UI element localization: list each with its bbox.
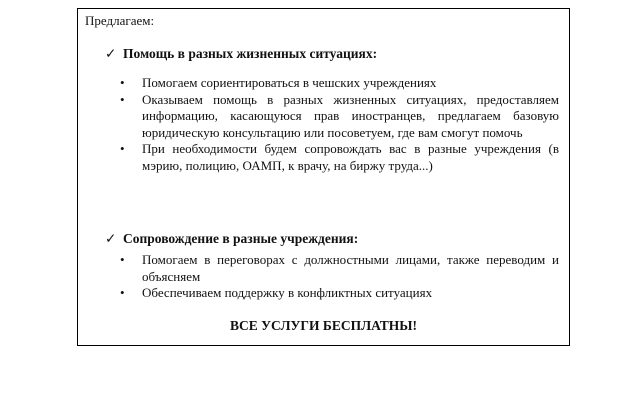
checkmark-icon: ✓ (105, 231, 117, 246)
list-item (118, 75, 559, 92)
bullet-icon: • (120, 285, 125, 300)
section-title-text: Сопровождение в разные учреждения: (123, 231, 359, 246)
section-title-accompaniment (105, 231, 358, 247)
section-title-text: Помощь в разных жизненных ситуациях: (123, 46, 378, 61)
list-item-text: Оказываем помощь в разных жизненных ситуациях, предоставляем информацию, касающуюся прав иностранцев, предлагаем базовую юридическую консультацию или посоветуем, где вам смогут помочь (142, 91, 559, 140)
section-title-life-situations (105, 46, 377, 62)
list-item (118, 252, 559, 285)
checkmark-icon: ✓ (105, 46, 117, 61)
bullet-icon: • (120, 75, 125, 90)
list-item-text: При необходимости будем сопровождать вас в разные учреждения (в мэрию, полицию, ОАМП, к врачу, на биржу труда...) (142, 141, 559, 173)
bullet-list-accompaniment (118, 252, 559, 302)
bullet-icon: • (120, 141, 125, 156)
bullet-icon: • (120, 91, 125, 107)
free-services-note: ВСЕ УСЛУГИ БЕСПЛАТНЫ! (230, 318, 417, 333)
bullet-list-life-situations (118, 75, 559, 174)
intro-text: Предлагаем: (85, 13, 155, 28)
document-frame (77, 8, 570, 346)
list-item-text: Помогаем сориентироваться в чешских учреждениях (142, 75, 437, 90)
bullet-icon: • (120, 252, 125, 267)
list-item-text: Помогаем в переговорах с должностными лицами, также переводим и объясняем (142, 252, 559, 284)
list-item-text: Обеспечиваем поддержку в конфликтных ситуациях (142, 285, 433, 300)
list-item (118, 92, 559, 142)
list-item (118, 285, 559, 302)
list-item (118, 141, 559, 174)
